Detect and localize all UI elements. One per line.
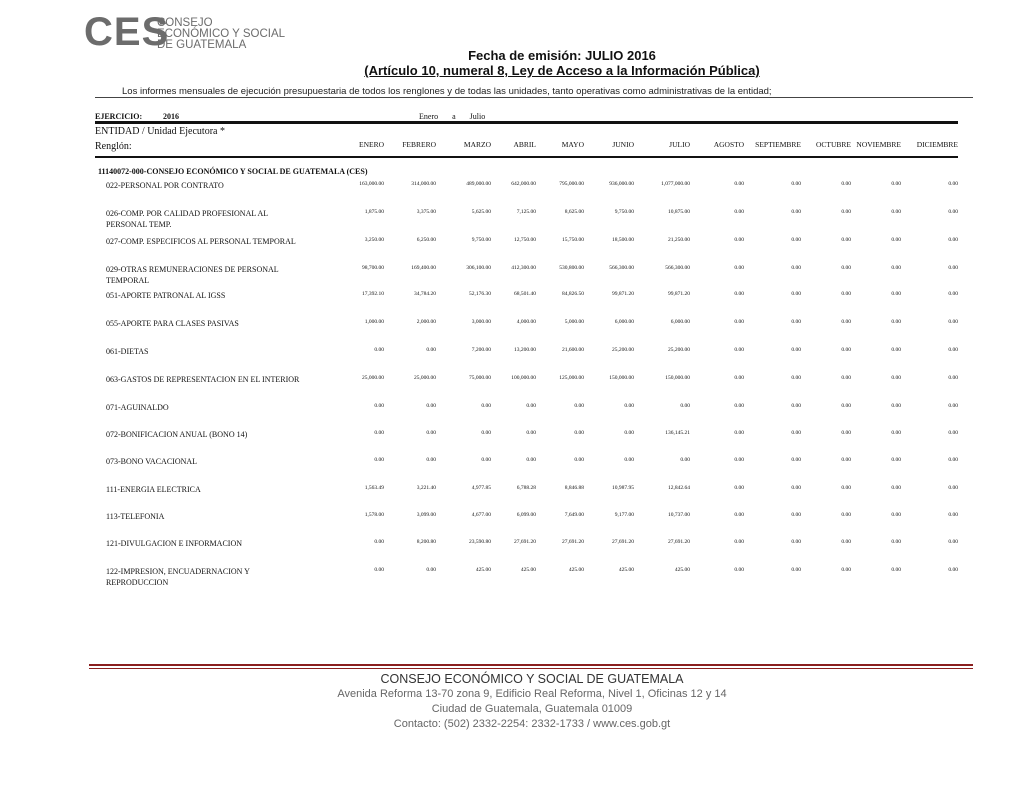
table-cell: 0.00 [948,457,958,463]
table-cell: 9,750.00 [614,209,634,215]
row-label: 111-ENERGIA ELECTRICA [106,485,201,494]
table-cell: 0.00 [841,347,851,353]
table-cell: 99,871.20 [612,291,634,297]
table-cell: 0.00 [791,430,801,436]
table-cell: 0.00 [841,291,851,297]
entidad-label: ENTIDAD / Unidad Ejecutora * [95,126,225,137]
footer-rule-bottom [89,668,973,669]
table-cell: 0.00 [841,457,851,463]
table-cell: 0.00 [891,567,901,573]
row-label: 121-DIVULGACION E INFORMACION [106,539,242,548]
section-title: 11140072-000-CONSEJO ECONÓMICO Y SOCIAL DE GUATEMALA (CES) [98,167,368,176]
table-cell: 0.00 [891,265,901,271]
table-cell: 0.00 [734,237,744,243]
table-cell: 4,000.00 [516,319,536,325]
table-cell: 27,691.20 [562,539,584,545]
table-cell: 0.00 [791,209,801,215]
table-cell: 0.00 [374,403,384,409]
table-cell: 0.00 [734,347,744,353]
table-cell: 0.00 [734,457,744,463]
table-cell: 169,400.00 [411,265,436,271]
period-range [419,112,497,121]
month-header: DICIEMBRE [916,140,958,149]
table-cell: 566,300.00 [665,265,690,271]
table-cell: 0.00 [680,457,690,463]
table-cell: 10,737.00 [668,512,690,518]
table-cell: 0.00 [841,265,851,271]
table-cell: 18,500.00 [612,237,634,243]
table-cell: 68,501.40 [514,291,536,297]
table-cell: 0.00 [948,485,958,491]
table-cell: 0.00 [734,319,744,325]
table-cell: 84,826.50 [562,291,584,297]
month-header: ABRIL [513,140,536,149]
table-cell: 0.00 [734,512,744,518]
table-cell: 6,000.00 [614,319,634,325]
table-cell: 21,250.00 [668,237,690,243]
table-cell: 27,691.20 [514,539,536,545]
table-cell: 6,788.28 [516,485,536,491]
table-cell: 0.00 [891,457,901,463]
table-cell: 0.00 [841,485,851,491]
table-cell: 0.00 [891,347,901,353]
table-cell: 0.00 [891,430,901,436]
table-cell: 23,590.80 [469,539,491,545]
table-cell: 0.00 [841,430,851,436]
table-cell: 0.00 [841,209,851,215]
table-cell: 0.00 [426,430,436,436]
table-cell: 0.00 [948,265,958,271]
table-cell: 25,000.00 [362,375,384,381]
table-cell: 9,750.00 [471,237,491,243]
table-cell: 0.00 [574,403,584,409]
table-cell: 0.00 [891,237,901,243]
table-cell: 25,000.00 [414,375,436,381]
table-cell: 0.00 [948,512,958,518]
row-label: 122-IMPRESION, ENCUADERNACION Y REPRODUCCION [106,567,250,587]
row-label: 071-AGUINALDO [106,403,169,412]
table-cell: 1,563.49 [364,485,384,491]
table-cell: 0.00 [948,403,958,409]
month-header: MAYO [561,140,584,149]
footer-address: Avenida Reforma 13-70 zona 9, Edificio Real Reforma, Nivel 1, Oficinas 12 y 14 [337,688,727,700]
table-cell: 27,691.20 [612,539,634,545]
table-cell: 0.00 [891,512,901,518]
table-cell: 0.00 [734,265,744,271]
month-header: JUNIO [612,140,634,149]
month-header: ENERO [359,140,384,149]
table-cell: 15,750.00 [562,237,584,243]
table-cell: 5,000.00 [564,319,584,325]
table-cell: 17,392.10 [362,291,384,297]
table-cell: 8,846.88 [564,485,584,491]
table-cell: 52,176.30 [469,291,491,297]
table-cell: 0.00 [948,237,958,243]
table-cell: 27,691.20 [668,539,690,545]
table-cell: 412,300.00 [511,265,536,271]
table-cell: 4,977.85 [471,485,491,491]
table-cell: 7,649.00 [564,512,584,518]
table-cell: 0.00 [841,237,851,243]
table-cell: 0.00 [791,567,801,573]
table-cell: 642,000.00 [511,181,536,187]
table-cell: 6,000.00 [670,319,690,325]
row-label: 072-BONIFICACION ANUAL (BONO 14) [106,430,248,439]
table-cell: 150,000.00 [665,375,690,381]
table-cell: 0.00 [948,209,958,215]
table-cell: 0.00 [841,319,851,325]
footer-organization: CONSEJO ECONÓMICO Y SOCIAL DE GUATEMALA [380,672,684,686]
table-cell: 4,677.00 [471,512,491,518]
footer-contact: Contacto: (502) 2332-2254: 2332-1733 / www.ces.gob.gt [393,718,671,730]
logo-line-3: DE GUATEMALA [157,39,247,51]
table-cell: 125,000.00 [559,375,584,381]
row-label: 063-GASTOS DE REPRESENTACION EN EL INTERIOR [106,375,300,384]
ejercicio-label: EJERCICIO: [95,112,143,121]
renglon-label: Renglón: [95,141,132,152]
table-cell: 566,300.00 [609,265,634,271]
table-cell: 0.00 [426,403,436,409]
month-header: AGOSTO [713,140,744,149]
table-cell: 136,145.21 [665,430,690,436]
table-cell: 425.00 [674,567,690,573]
table-cell: 0.00 [734,539,744,545]
row-label: 029-OTRAS REMUNERACIONES DE PERSONAL TEMPORAL [106,265,279,285]
table-cell: 0.00 [891,539,901,545]
table-cell: 314,000.00 [411,181,436,187]
period-separator: a [452,112,456,121]
month-header: NOVIEMBRE [856,140,901,149]
row-label: 051-APORTE PATRONAL AL IGSS [106,291,226,300]
table-cell: 0.00 [624,457,634,463]
table-cell: 1,875.00 [364,209,384,215]
table-cell: 25,200.00 [668,347,690,353]
table-cell: 425.00 [475,567,491,573]
table-cell: 3,375.00 [416,209,436,215]
table-cell: 0.00 [734,567,744,573]
table-cell: 100,000.00 [511,375,536,381]
table-cell: 0.00 [680,403,690,409]
month-header: OCTUBRE [815,140,851,149]
table-cell: 0.00 [374,539,384,545]
table-cell: 34,784.20 [414,291,436,297]
row-label: 055-APORTE PARA CLASES PASIVAS [106,319,239,328]
row-label: 073-BONO VACACIONAL [106,457,198,466]
table-cell: 0.00 [791,319,801,325]
table-cell: 0.00 [481,457,491,463]
table-cell: 0.00 [841,403,851,409]
table-cell: 0.00 [891,375,901,381]
table-cell: 6,099.00 [516,512,536,518]
document-title: Fecha de emisión: JULIO 2016 [468,48,656,63]
logo-line-1: CONSEJO [157,17,213,29]
table-cell: 0.00 [481,403,491,409]
table-cell: 0.00 [891,291,901,297]
table-cell: 0.00 [791,539,801,545]
logo-text [157,18,285,51]
table-cell: 9,177.00 [614,512,634,518]
table-cell: 1,578.00 [364,512,384,518]
table-cell: 0.00 [734,403,744,409]
table-cell: 0.00 [841,539,851,545]
table-cell: 0.00 [841,567,851,573]
table-cell: 0.00 [891,485,901,491]
logo-mark: CES [84,10,170,54]
table-cell: 13,200.00 [514,347,536,353]
table-cell: 0.00 [791,375,801,381]
table-cell: 3,221.40 [416,485,436,491]
header-bottom-rule [95,156,958,158]
table-cell: 0.00 [791,485,801,491]
table-cell: 0.00 [948,375,958,381]
table-top-rule [95,121,958,124]
table-cell: 0.00 [574,457,584,463]
period-to: Julio [469,112,486,121]
table-cell: 0.00 [948,291,958,297]
table-cell: 3,099.00 [416,512,436,518]
table-cell: 0.00 [426,567,436,573]
month-header: SEPTIEMBRE [755,140,801,149]
row-label: 026-COMP. POR CALIDAD PROFESIONAL AL PERSONAL TEMP. [106,209,268,229]
month-header: JULIO [669,140,690,149]
table-cell: 0.00 [791,512,801,518]
footer-rule-top [89,664,973,666]
table-cell: 425.00 [568,567,584,573]
table-cell: 25,200.00 [612,347,634,353]
table-cell: 1,077,000.00 [661,181,690,187]
intro-text: Los informes mensuales de ejecución presupuestaria de todos los renglones y de todas las unidades, tanto operativas como administrativas de la entidad; [122,86,772,97]
table-cell: 150,000.00 [609,375,634,381]
table-cell: 0.00 [426,347,436,353]
table-cell: 21,600.00 [562,347,584,353]
table-cell: 0.00 [948,319,958,325]
table-cell: 12,750.00 [514,237,536,243]
table-cell: 0.00 [791,181,801,187]
table-cell: 0.00 [948,430,958,436]
row-label: 061-DIETAS [106,347,149,356]
table-cell: 0.00 [526,403,536,409]
row-label: 027-COMP. ESPECIFICOS AL PERSONAL TEMPORAL [106,237,296,246]
table-cell: 0.00 [624,403,634,409]
table-cell: 0.00 [374,347,384,353]
table-cell: 8,200.80 [416,539,436,545]
table-cell: 1,000.00 [364,319,384,325]
table-cell: 6,250.00 [416,237,436,243]
table-cell: 5,625.00 [471,209,491,215]
table-cell: 0.00 [948,181,958,187]
table-cell: 0.00 [574,430,584,436]
table-cell: 12,842.64 [668,485,690,491]
table-cell: 8,625.00 [564,209,584,215]
logo-line-2: ECONÓMICO Y SOCIAL [157,28,286,40]
table-cell: 0.00 [948,567,958,573]
table-cell: 0.00 [526,457,536,463]
table-cell: 7,200.00 [471,347,491,353]
ejercicio-value: 2016 [163,112,179,121]
table-cell: 306,100.00 [466,265,491,271]
table-cell: 0.00 [734,181,744,187]
table-cell: 0.00 [948,539,958,545]
table-cell: 0.00 [734,485,744,491]
month-header: FEBRERO [402,140,436,149]
table-cell: 0.00 [426,457,436,463]
table-cell: 0.00 [526,430,536,436]
intro-divider [95,97,973,98]
table-cell: 0.00 [841,375,851,381]
table-cell: 10,987.95 [612,485,634,491]
table-cell: 0.00 [791,291,801,297]
table-cell: 3,250.00 [364,237,384,243]
table-cell: 0.00 [374,457,384,463]
table-cell: 10,875.00 [668,209,690,215]
row-label: 113-TELEFONIA [106,512,165,521]
table-cell: 0.00 [734,209,744,215]
row-label: 022-PERSONAL POR CONTRATO [106,181,224,190]
table-cell: 936,000.00 [609,181,634,187]
table-cell: 75,000.00 [469,375,491,381]
table-cell: 0.00 [481,430,491,436]
table-cell: 795,000.00 [559,181,584,187]
table-cell: 0.00 [791,237,801,243]
table-cell: 2,000.00 [416,319,436,325]
table-cell: 530,800.00 [559,265,584,271]
table-cell: 0.00 [891,403,901,409]
table-cell: 0.00 [791,403,801,409]
table-cell: 7,125.00 [516,209,536,215]
table-cell: 489,000.00 [466,181,491,187]
table-cell: 0.00 [374,567,384,573]
table-cell: 0.00 [841,512,851,518]
table-cell: 0.00 [791,265,801,271]
table-cell: 0.00 [791,457,801,463]
document-subtitle: (Artículo 10, numeral 8, Ley de Acceso a la Información Pública) [364,63,760,78]
table-cell: 0.00 [891,209,901,215]
table-cell: 0.00 [734,375,744,381]
table-cell: 425.00 [520,567,536,573]
table-cell: 0.00 [624,430,634,436]
table-cell: 0.00 [734,291,744,297]
table-cell: 99,871.20 [668,291,690,297]
table-cell: 3,000.00 [471,319,491,325]
footer-city: Ciudad de Guatemala, Guatemala 01009 [431,703,633,715]
table-cell: 0.00 [374,430,384,436]
table-cell: 0.00 [734,430,744,436]
table-cell: 0.00 [841,181,851,187]
table-cell: 163,000.00 [359,181,384,187]
table-cell: 0.00 [791,347,801,353]
month-header: MARZO [463,140,491,149]
period-from: Enero [419,112,439,121]
table-cell: 0.00 [891,181,901,187]
table-cell: 425.00 [618,567,634,573]
table-cell: 0.00 [948,347,958,353]
table-cell: 98,700.00 [362,265,384,271]
table-cell: 0.00 [891,319,901,325]
